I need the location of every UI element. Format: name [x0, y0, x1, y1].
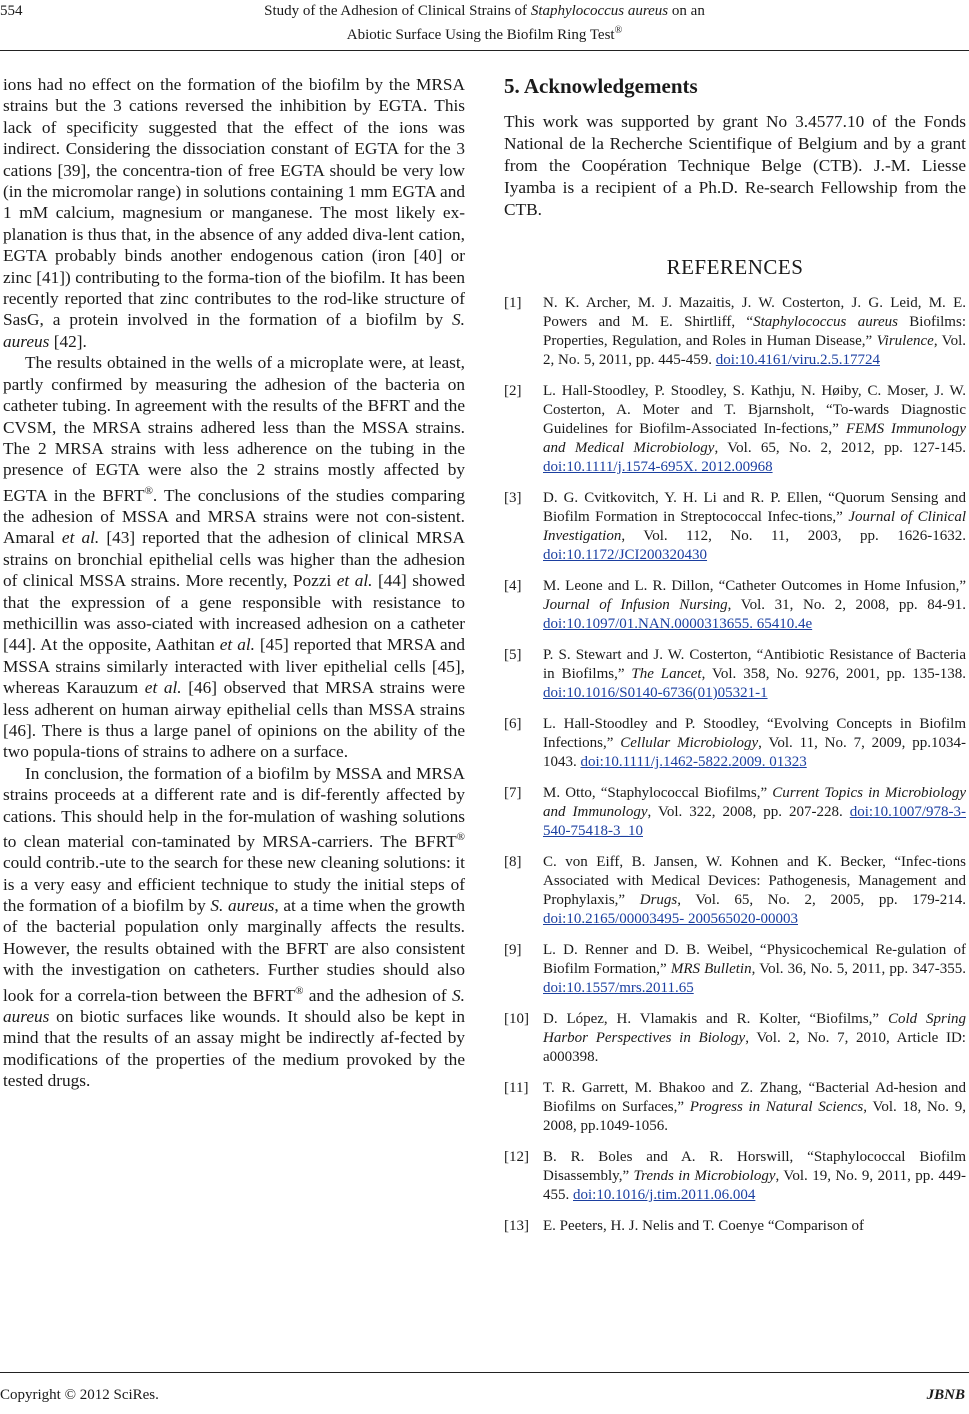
reference-text: M. Otto, “Staphylococcal Biofilms,” Current Topics in Microbiology and Immunology, Vol. 322, 2008, pp. 207-228. doi:10.1007/978-3-540-75418-3_10: [543, 785, 966, 839]
reference-text: D. G. Cvitkovitch, Y. H. Li and R. P. Ellen, “Quorum Sensing and Biofilm Formation in Streptococcal Infec-tions,” Journal of Clinical Investigation, Vol. 112, No. 11, 2003, pp. 1626-1632. doi:10.1172/JCI200320430: [543, 490, 966, 563]
reference-item: [504, 941, 966, 998]
reference-number: [5]: [504, 647, 522, 663]
doi-link[interactable]: doi:10.1016/j.tim.2011.06.004: [573, 1187, 756, 1203]
doi-link[interactable]: doi:10.1557/mrs.2011.65: [543, 980, 694, 996]
reference-number: [6]: [504, 716, 522, 732]
reference-number: [7]: [504, 785, 522, 801]
body-paragraph-1: ions had no effect on the formation of the biofilm by the MRSA strains but the 3 cations reversed the inhibition by EGTA. This lack of specificity suggested that the effect of the ions was indirect. Considering the dissociation constant of EGTA for the 3 cations [39], the concentra-tion of free EGTA should be very low (in the micromolar range) in solutions containing 1 mm EGTA and 1 mM calcium, magnesium or manganese. The most likely ex-planation is thus that, in the absence of any added diva-lent cation, EGTA probably binds another endogenous cation (iron [40] or zinc [41]) contributing to the forma-tion of the biofilm. It has been recently reported that zinc contributes to the rod-like structure of SasG, a protein involved in the formation of a biofilm by S. aureus [42].: [3, 75, 465, 351]
reference-number: [12]: [504, 1149, 529, 1165]
reference-item: [504, 853, 966, 929]
reference-number: [4]: [504, 578, 522, 594]
reference-item: [504, 1079, 966, 1136]
running-title: Study of the Adhesion of Clinical Strains of Staphylococcus aureus on an Abiotic Surface Using the Biofilm Ring Test®: [264, 3, 705, 43]
reference-item: [504, 715, 966, 772]
header-rule: [0, 50, 969, 51]
reference-item: [504, 1148, 966, 1205]
reference-text: C. von Eiff, B. Jansen, W. Kohnen and K. Becker, “Infec-tions Associated with Medical Devices: Pathogenesis, Management and Prophylaxis,” Drugs, Vol. 65, No. 2, 2005, pp. 179-214. doi:10.2165/00003495- 200565020-00003: [543, 854, 967, 927]
reference-item: [504, 577, 966, 634]
acknowledgements-heading: 5. Acknowledgements: [504, 74, 698, 98]
body-paragraph-3: In conclusion, the formation of a biofilm by MSSA and MRSA strains proceeds at a different rate and is dif-ferently affected by cations. This should help in the for-mulation of washing solutions to clean material con-taminated by MRSA-carriers. The BFRT® could contrib.-ute to the search for these new cleaning solutions: it is a very easy and efficient technique to study the initial steps of the formation of a biofilm by S. aureus, at a time when the growth of the bacterial population only marginally affects the results. However, the results obtained with the BFRT are also consistent with the investigation on catheters. Further studies should also look for a correla-tion between the BFRT® and the adhesion of S. aureus on biotic surfaces like wounds. It should also be kept in mind that the results of an assay might be indirectly af-fected by modifications of the properties of the medium provoked by the tested drugs.: [3, 763, 465, 1090]
reference-number: [13]: [504, 1218, 529, 1234]
reference-text: T. R. Garrett, M. Bhakoo and Z. Zhang, “Bacterial Ad-hesion and Biofilms on Surfaces,” Progress in Natural Sciencs, Vol. 18, No. 9, 2008, pp.1049-1056.: [543, 1080, 966, 1134]
reference-text: M. Leone and L. R. Dillon, “Catheter Outcomes in Home Infusion,” Journal of Infusion Nursing, Vol. 31, No. 2, 2008, pp. 84-91. doi:10.1097/01.NAN.0000313655. 65410.4e: [543, 578, 966, 632]
reference-number: [11]: [504, 1080, 529, 1096]
reference-number: [1]: [504, 295, 522, 311]
reference-text: B. R. Boles and A. R. Horswill, “Staphylococcal Biofilm Disassembly,” Trends in Microbiology, Vol. 19, No. 9, 2011, pp. 449-455. doi:10.1016/j.tim.2011.06.004: [543, 1149, 966, 1203]
reference-item: [504, 489, 966, 565]
reference-list: [504, 294, 966, 1236]
reference-text: L. Hall-Stoodley and P. Stoodley, “Evolving Concepts in Biofilm Infections,” Cellular Microbiology, Vol. 11, No. 7, 2009, pp.1034-1043. doi:10.1111/j.1462-5822.2009. 01323: [543, 716, 966, 770]
reference-item: [504, 294, 966, 370]
reference-item: [504, 1217, 966, 1236]
reference-number: [3]: [504, 490, 522, 506]
reference-item: [504, 646, 966, 703]
page-number: 554: [0, 3, 23, 19]
reference-number: [9]: [504, 942, 522, 958]
doi-link[interactable]: doi:10.1007/978-3-540-75418-3_10: [543, 804, 966, 839]
reference-text: N. K. Archer, M. J. Mazaitis, J. W. Costerton, J. G. Leid, M. E. Powers and M. E. Shirtliff, “Staphylococcus aureus Biofilms: Properties, Regulation, and Roles in Human Disease,” Virulence, Vol. 2, No. 5, 2011, pp. 445-459. doi:10.4161/viru.2.5.17724: [543, 295, 967, 368]
footer-rule: [0, 1372, 969, 1373]
reference-number: [8]: [504, 854, 522, 870]
reference-text: L. Hall-Stoodley, P. Stoodley, S. Kathju, N. Høiby, C. Moser, J. W. Costerton, A. Moter and T. Bjarnsholt, “To-wards Diagnostic Guidelines for Biofilm-Associated In-fections,” FEMS Immunology and Medical Microbiology, Vol. 65, No. 2, 2012, pp. 127-145. doi:10.1111/j.1574-695X. 2012.00968: [543, 383, 967, 475]
reference-text: L. D. Renner and D. B. Weibel, “Physicochemical Re-gulation of Biofilm Formation,” MRS Bulletin, Vol. 36, No. 5, 2011, pp. 347-355. doi:10.1557/mrs.2011.65: [543, 942, 967, 996]
reference-text: P. S. Stewart and J. W. Costerton, “Antibiotic Resistance of Bacteria in Biofilms,” The Lancet, Vol. 358, No. 9276, 2001, pp. 135-138. doi:10.1016/S0140-6736(01)05321-1: [543, 647, 966, 701]
reference-number: [10]: [504, 1011, 529, 1027]
reference-text: D. López, H. Vlamakis and R. Kolter, “Biofilms,” Cold Spring Harbor Perspectives in Biology, Vol. 2, No. 7, 2010, Article ID: a000398.: [543, 1011, 966, 1065]
right-column: [504, 74, 966, 1248]
reference-item: [504, 784, 966, 841]
doi-link[interactable]: doi:10.1172/JCI200320430: [543, 547, 708, 563]
body-paragraph-2: The results obtained in the wells of a microplate were, at least, partly confirmed by measuring the adhesion of the bacteria on catheter tubing. In agreement with the results of the BFRT and the CVSM, the MRSA strains adhered less than the MSSA strains. The 2 MRSA strains with less adherence on the tubing in the presence of EGTA were also the 2 strains mostly affected by EGTA in the BFRT®. The conclusions of the studies comparing the adhesion of MSSA and MRSA strains were not con-sistent. Amaral et al. [43] reported that the adhesion of clinical MRSA strains on bronchial epithelial cells was higher than the adhesion of clinical MSSA strains. More recently, Pozzi et al. [44] showed that the expression of a gene responsible with resistance to methicillin was asso-ciated with increased adhesion on a catheter [44]. At the opposite, Aathitan et al. [45] reported that MRSA and MSSA strains similarly interacted with liver epithelial cells [45], whereas Karauzum et al. [46] observed that MRSA strains were less adherent on human airway epithelial cells than MSSA strains [46]. There is thus a large panel of opinions on the ability of the two popula-tions of strains to adhere on a surface.: [3, 353, 466, 762]
doi-link[interactable]: doi:10.1016/S0140-6736(01)05321-1: [543, 685, 768, 701]
reference-number: [2]: [504, 383, 522, 399]
left-column: [3, 74, 465, 1091]
copyright-notice: Copyright © 2012 SciRes.: [0, 1387, 159, 1403]
doi-link[interactable]: doi:10.1111/j.1462-5822.2009. 01323: [580, 754, 807, 770]
doi-link[interactable]: doi:10.4161/viru.2.5.17724: [715, 352, 880, 368]
reference-text: E. Peeters, H. J. Nelis and T. Coenye “Comparison of: [543, 1218, 865, 1234]
journal-abbrev: JBNB: [926, 1387, 965, 1403]
acknowledgements-text: This work was supported by grant No 3.4577.10 of the Fonds National de la Recherche Scientifique of Belgium and by a grant from the Coopération Technique Belge (CTB). J.-M. Liesse Iyamba is a recipient of a Ph.D. Re-search Fellowship from the CTB.: [504, 112, 966, 219]
doi-link[interactable]: doi:10.1097/01.NAN.0000313655. 65410.4e: [543, 616, 813, 632]
running-header: [0, 0, 969, 56]
doi-link[interactable]: doi:10.2165/00003495- 200565020-00003: [543, 911, 798, 927]
reference-item: [504, 382, 966, 477]
doi-link[interactable]: doi:10.1111/j.1574-695X. 2012.00968: [543, 459, 773, 475]
references-heading: REFERENCES: [666, 255, 804, 279]
reference-item: [504, 1010, 966, 1067]
